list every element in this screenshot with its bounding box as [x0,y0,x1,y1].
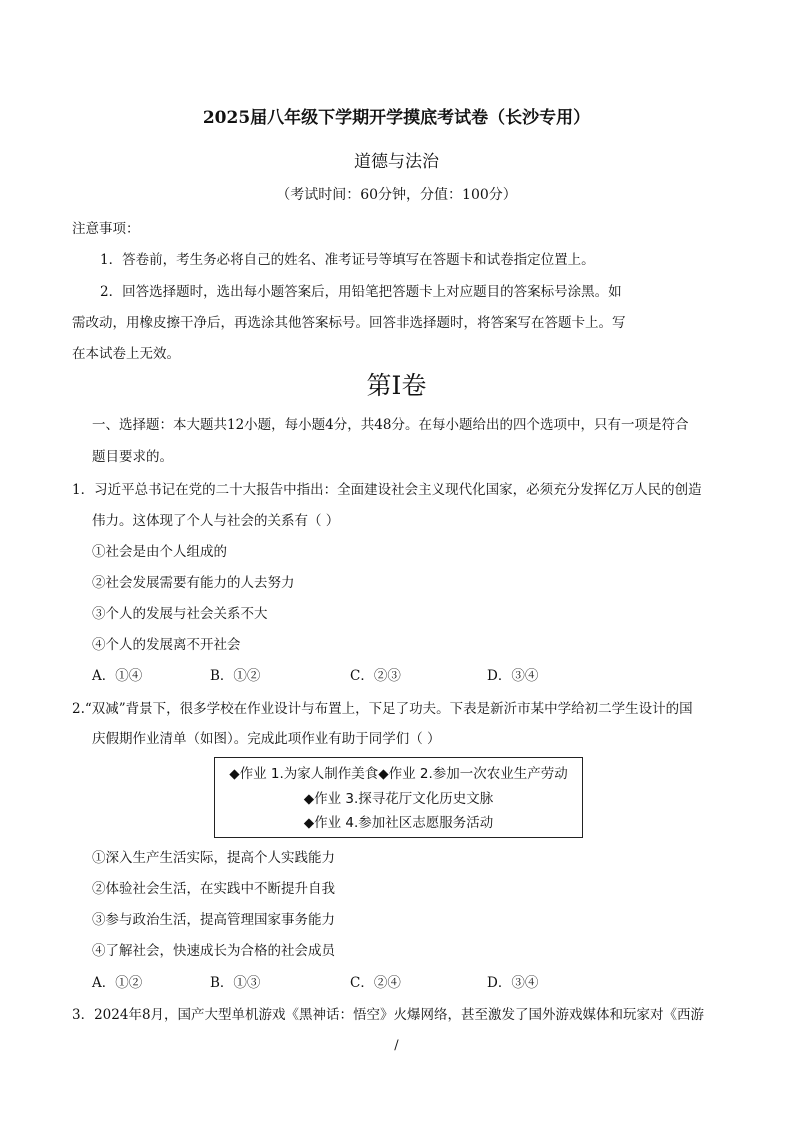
homework-box-line-3: ◆作业 4.参加社区志愿服务活动 [303,815,494,831]
question-2-option-a: A．①② [92,975,143,991]
question-3-line-1: 3．2024年8月，国产大型单机游戏《黑神话：悟空》火爆网络，甚至激发了国外游戏媒体和玩家对《西游 [72,1007,705,1023]
question-1-line-1: 1．习近平总书记在党的二十大报告中指出：全面建设社会主义现代化国家，必须充分发挥亿万人民的创造 [72,482,702,498]
notes-heading: 注意事项： [72,221,140,237]
section-title: 第Ⅰ卷 [366,371,427,400]
question-2-item-4: ④了解社会，快速成长为合格的社会成员 [92,943,335,959]
homework-box-line-2: ◆作业 3.探寻花厅文化历史文脉 [303,791,494,807]
question-1-item-2: ②社会发展需要有能力的人去努力 [92,575,295,591]
question-2-item-1: ①深入生产生活实际，提高个人实践能力 [92,850,335,866]
question-1-item-1: ①社会是由个人组成的 [92,544,227,560]
question-2-option-c: C．②④ [350,975,401,991]
exam-info: （考试时间：60分钟，分值：100分） [276,187,517,203]
section-instruction-line-1: 一、选择题：本大题共12小题，每小题4分，共48分。在每小题给出的四个选项中，只有一项是符合 [92,417,689,433]
question-1-item-3: ③个人的发展与社会关系不大 [92,606,268,622]
page-footer: / [394,1038,399,1053]
question-2-option-b: B．①③ [210,975,261,991]
question-1-line-2: 伟力。这体现了个人与社会的关系有（ ） [92,513,340,529]
question-1-option-b: B．①② [210,668,261,684]
question-2-line-1: 2.“双减”背景下，很多学校在作业设计与布置上，下足了功夫。下表是新沂市某中学给初二学生设计的国 [72,701,693,717]
question-1-item-4: ④个人的发展离不开社会 [92,637,241,653]
section-instruction-line-2: 题目要求的。 [92,449,173,465]
notes-item-1: 1．答卷前，考生务必将自己的姓名、准考证号等填写在答题卡和试卷指定位置上。 [100,252,595,268]
homework-box-line-1: ◆作业 1.为家人制作美食◆作业 2.参加一次农业生产劳动 [229,766,568,782]
notes-item-2-line-2: 需改动，用橡皮擦干净后，再选涂其他答案标号。回答非选择题时，将答案写在答题卡上。写 [72,315,626,331]
question-1-option-a: A．①④ [92,668,143,684]
notes-item-2-line-1: 2．回答选择题时，选出每小题答案后，用铅笔把答题卡上对应题目的答案标号涂黑。如 [100,284,622,300]
question-2-line-2: 庆假期作业清单（如图）。完成此项作业有助于同学们（ ） [92,731,441,747]
homework-list-box [214,757,583,838]
question-1-option-d: D．③④ [487,668,539,684]
question-2-option-d: D．③④ [487,975,539,991]
notes-item-2-line-3: 在本试卷上无效。 [72,346,180,362]
question-1-option-c: C．②③ [350,668,401,684]
exam-title: 2025届八年级下学期开学摸底考试卷（长沙专用） [202,108,591,128]
question-2-item-3: ③参与政治生活，提高管理国家事务能力 [92,912,335,928]
question-2-item-2: ②体验社会生活，在实践中不断提升自我 [92,881,335,897]
subject-title: 道德与法治 [354,152,439,172]
